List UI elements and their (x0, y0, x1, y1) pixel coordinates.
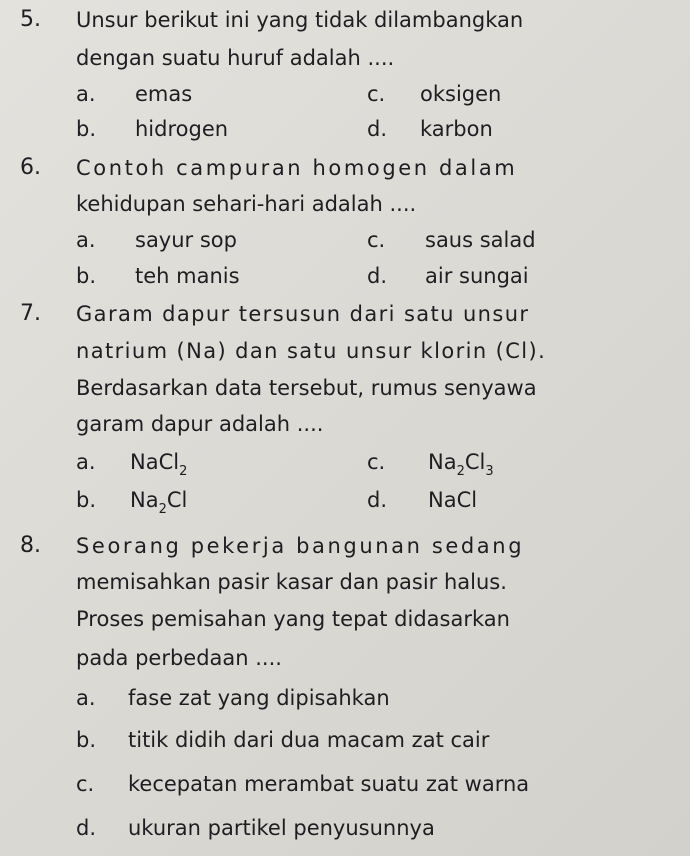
question-text-line: pada perbedaan .... (76, 646, 282, 670)
question-number: 7. (20, 301, 41, 326)
option-text: fase zat yang dipisahkan (128, 686, 390, 710)
option-text: hidrogen (135, 117, 229, 141)
option-text: oksigen (420, 82, 502, 106)
question-text-line: Proses pemisahan yang tepat didasarkan (76, 607, 510, 631)
option-letter: b. (76, 264, 97, 288)
option-text: emas (135, 82, 193, 106)
option-formula: NaCl$_2$ (130, 450, 188, 479)
question-text-line: Unsur berikut ini yang tidak dilambangkan (76, 8, 524, 32)
option-letter: a. (76, 228, 96, 252)
question-number: 6. (20, 155, 41, 180)
option-formula: $Na_2Cl_3$ (428, 450, 494, 479)
option-text: sayur sop (135, 228, 237, 252)
option-letter: b. (76, 728, 97, 752)
option-text: air sungai (425, 264, 529, 288)
question-text-line: Berdasarkan data tersebut, rumus senyawa (76, 376, 537, 400)
option-formula: $Na_2Cl$ (130, 488, 188, 517)
option-text: saus salad (425, 228, 536, 252)
question-text-line: garam dapur adalah .... (76, 412, 324, 436)
option-letter: a. (76, 82, 96, 106)
question-text-line: memisahkan pasir kasar dan pasir halus. (76, 570, 507, 594)
option-letter: c. (367, 228, 386, 252)
option-letter: d. (367, 264, 388, 288)
question-text-line: Contoh campuran homogen dalam (76, 156, 518, 180)
question-text-line: Garam dapur tersusun dari satu unsur (76, 302, 530, 326)
option-text: ukuran partikel penyusunnya (128, 816, 435, 840)
option-text: kecepatan merambat suatu zat warna (128, 772, 530, 796)
option-letter: c. (367, 82, 386, 106)
question-number: 8. (20, 533, 41, 558)
option-letter: b. (76, 488, 97, 512)
option-text: karbon (420, 117, 493, 141)
question-text-line: Seorang pekerja bangunan sedang (76, 534, 525, 558)
option-formula: NaCl (428, 488, 478, 512)
option-letter: d. (367, 117, 388, 141)
option-text: titik didih dari dua macam zat cair (128, 728, 490, 752)
option-letter: d. (367, 488, 388, 512)
option-letter: b. (76, 117, 97, 141)
question-text-line: kehidupan sehari-hari adalah .... (76, 192, 417, 216)
option-text: teh manis (135, 264, 240, 288)
option-letter: a. (76, 450, 96, 474)
option-letter: d. (76, 816, 97, 840)
question-text-line: natrium (Na) dan satu unsur klorin (Cl). (76, 339, 547, 363)
question-text-line: dengan suatu huruf adalah .... (76, 46, 395, 70)
option-letter: a. (76, 686, 96, 710)
option-letter: c. (76, 772, 95, 796)
option-letter: c. (367, 450, 386, 474)
question-number: 5. (20, 7, 41, 32)
